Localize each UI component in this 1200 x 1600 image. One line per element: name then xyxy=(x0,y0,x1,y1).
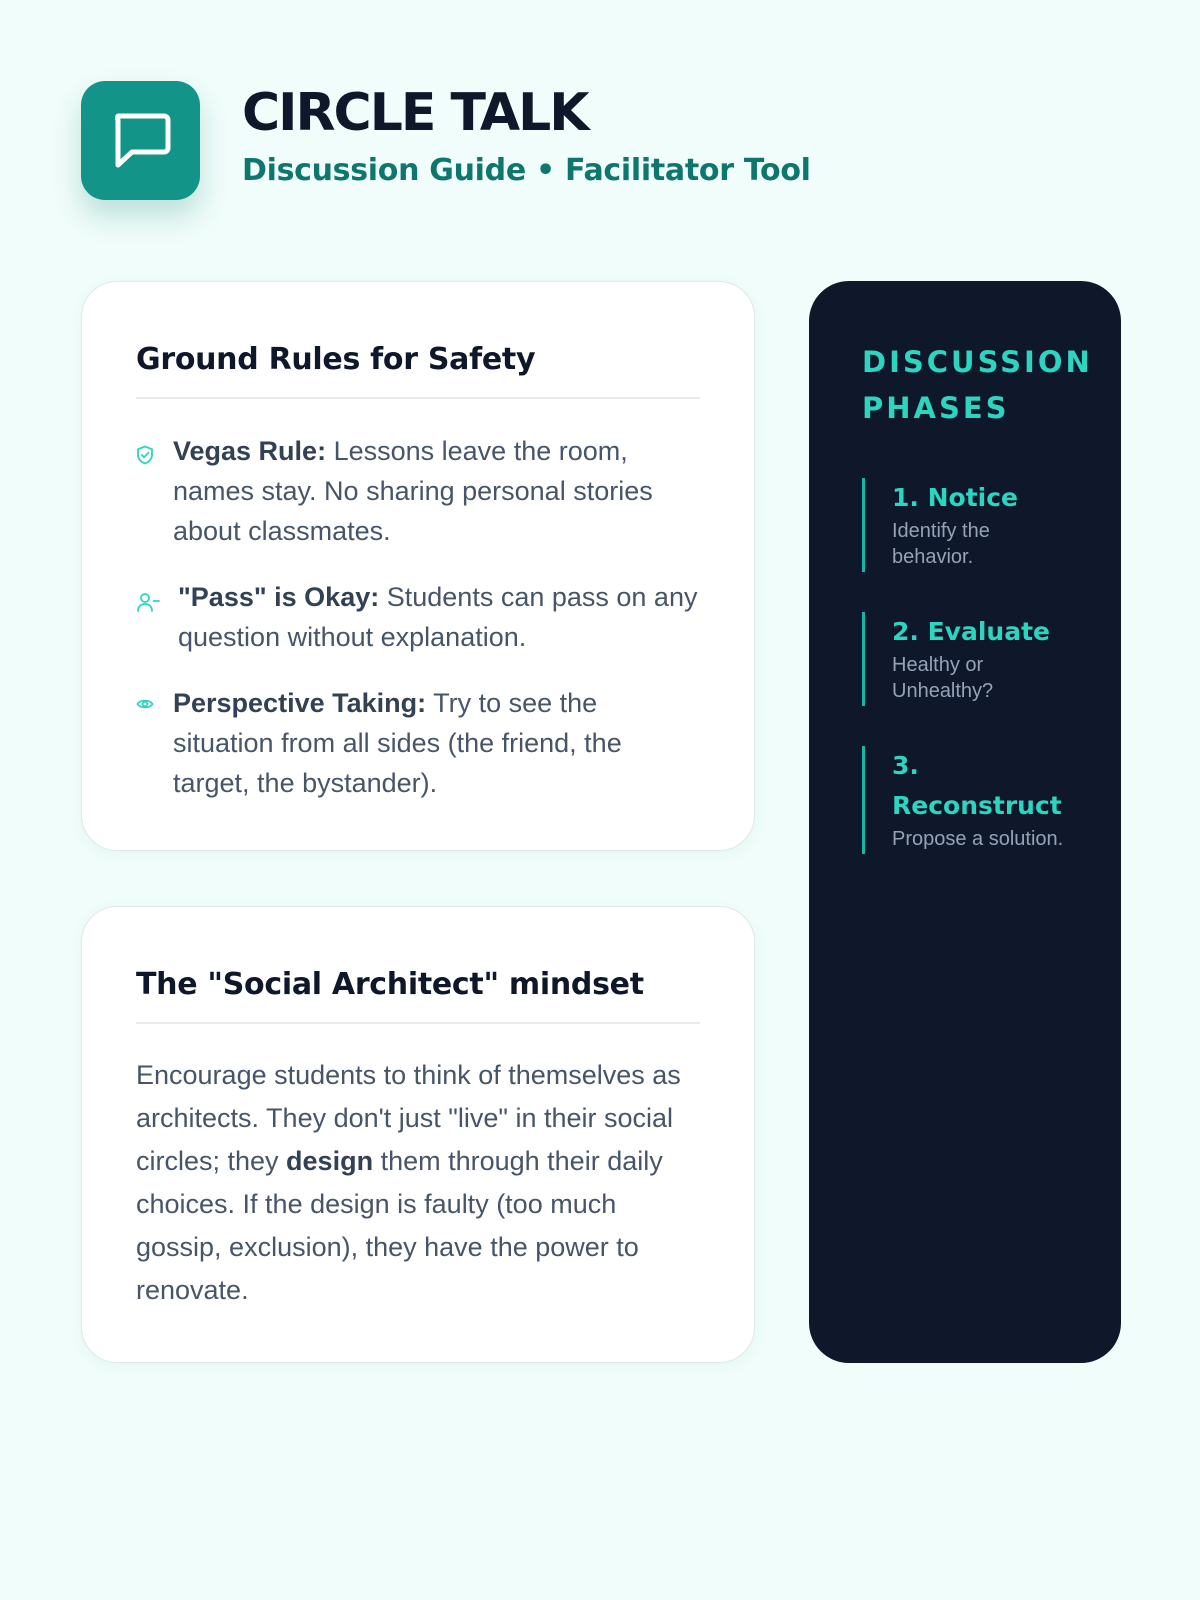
phase-evaluate xyxy=(862,612,1072,706)
rule-term: Vegas Rule: xyxy=(173,436,327,466)
rule-text xyxy=(173,431,700,551)
rule-term: "Pass" is Okay: xyxy=(178,582,380,612)
social-architect-card xyxy=(81,906,755,1363)
mindset-emphasis: design xyxy=(286,1146,374,1176)
discussion-phases-title: DISCUSSION PHASES xyxy=(862,345,1093,425)
rule-text xyxy=(173,683,700,803)
phase-name: 3. Reconstruct xyxy=(892,751,1062,820)
phase-description: Propose a solution. xyxy=(892,828,1064,850)
phase-description: Healthy or Unhealthy? xyxy=(892,654,994,702)
app-logo xyxy=(81,81,200,200)
social-architect-title: The "Social Architect" mindset xyxy=(136,907,700,1024)
ground-rules-list xyxy=(136,431,700,803)
eye-icon xyxy=(136,697,158,716)
social-architect-text xyxy=(136,1054,700,1312)
page-header xyxy=(81,81,811,200)
user-minus-icon xyxy=(136,591,164,618)
mindset-text-end: them through their daily choices. If the design is faulty (too much gossip, exclusion), they have the power to renovate. xyxy=(136,1146,663,1305)
ground-rules-title: Ground Rules for Safety xyxy=(136,282,700,399)
shield-check-icon xyxy=(136,445,158,470)
rule-term: Perspective Taking: xyxy=(173,688,427,718)
phase-description: Identify the behavior. xyxy=(892,520,990,568)
phase-name: 2. Evaluate xyxy=(892,617,1050,646)
discussion-phases-panel xyxy=(809,281,1121,1363)
phase-notice xyxy=(862,478,1072,572)
rule-perspective xyxy=(136,683,700,803)
rule-description: Lessons leave the room, names stay. No sharing personal stories about classmates. xyxy=(173,436,653,546)
rule-description: Try to see the situation from all sides (the friend, the target, the bystander). xyxy=(173,688,622,798)
app-title: CIRCLE TALK xyxy=(242,83,588,143)
rule-text xyxy=(178,577,700,657)
chat-bubble-icon xyxy=(110,111,172,171)
rule-vegas xyxy=(136,431,700,551)
rule-pass xyxy=(136,577,700,657)
mindset-text-start: Encourage students to think of themselves as architects. They don't just "live" in their social circles; they xyxy=(136,1060,681,1176)
app-subtitle: Discussion Guide • Facilitator Tool xyxy=(242,153,811,188)
ground-rules-card xyxy=(81,281,755,851)
phase-name: 1. Notice xyxy=(892,483,1018,512)
phase-reconstruct xyxy=(862,746,1072,854)
rule-description: Students can pass on any question without explanation. xyxy=(178,582,698,652)
